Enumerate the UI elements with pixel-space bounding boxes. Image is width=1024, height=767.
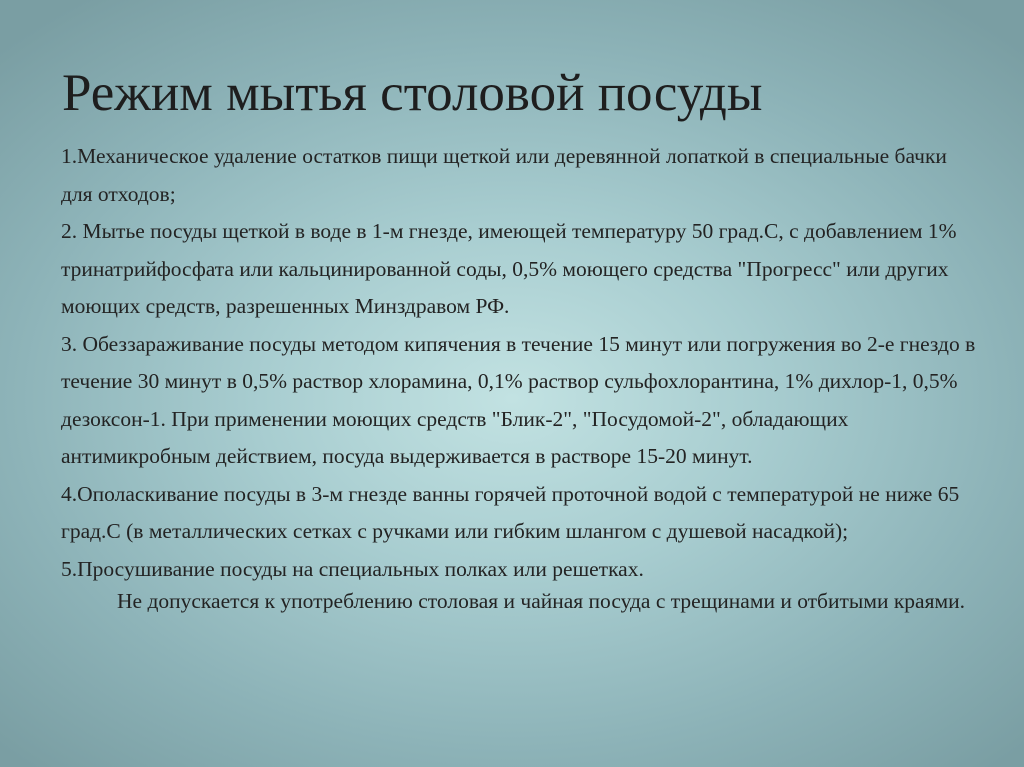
- slide-body: [61, 138, 981, 616]
- step-4: 4.Ополаскивание посуды в 3-м гнезде ванны горячей проточной водой с температурой не ниже 65 град.С (в металлических сетках с ручками или гибким шлангом с душевой насадкой);: [61, 481, 960, 543]
- step-2: 2. Мытье посуды щеткой в воде в 1-м гнезде, имеющей температуру 50 град.С, с добавлением 1% тринатрийфосфата или кальцинированной соды, 0,5% моющего средства "Прогресс" или других моющих средств, разрешенных Минздравом РФ.: [61, 219, 957, 318]
- step-5: 5.Просушивание посуды на специальных полках или решетках.: [61, 556, 644, 581]
- step-1: 1.Механическое удаление остатков пищи щеткой или деревянной лопаткой в специальные бачки для отходов;: [61, 144, 947, 206]
- slide-title: Режим мытья столовой посуды: [62, 64, 763, 122]
- step-3: 3. Обеззараживание посуды методом кипячения в течение 15 минут или погружения во 2-е гнездо в течение 30 минут в 0,5% раствор хлорамина, 0,1% раствор сульфохлорантина, 1% дихлор-1, 0,5% дезоксон-1. При применении моющих средств "Блик-2", "Посудомой-2", обладающих антимикробным действием, посуда выдерживается в растворе 15-20 минут.: [61, 331, 976, 468]
- warning-note: Не допускается к употреблению столовая и чайная посуда с трещинами и отбитыми краями.: [117, 589, 965, 613]
